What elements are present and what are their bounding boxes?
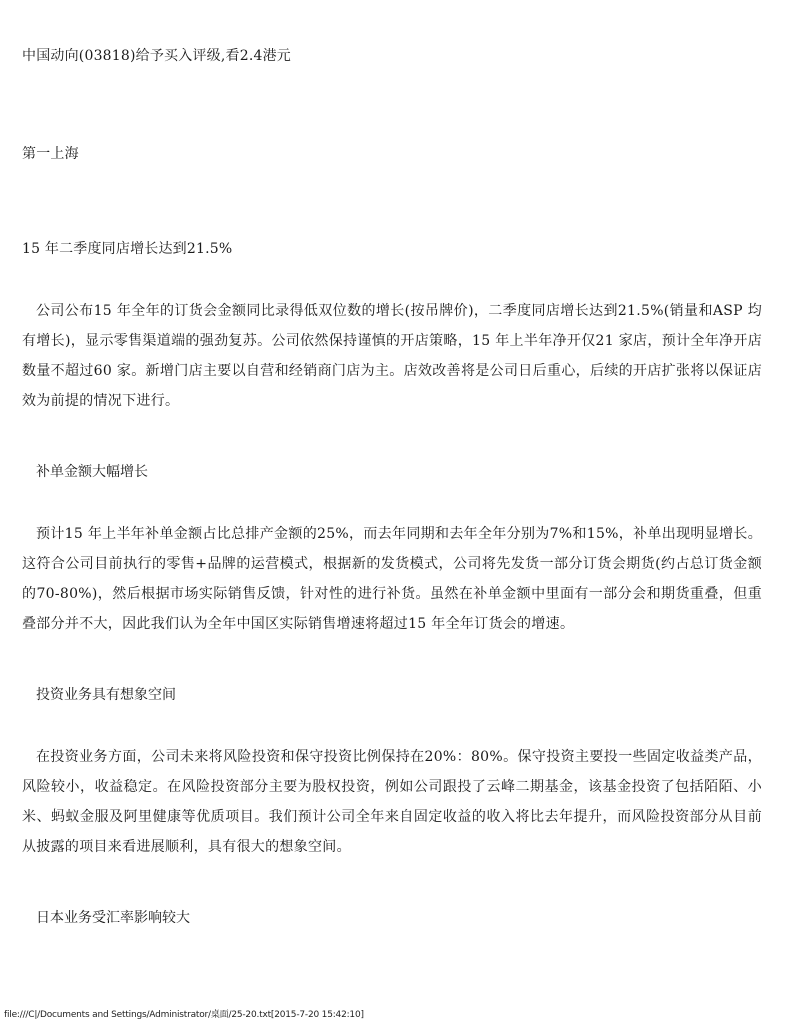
paragraph-investment: 在投资业务方面，公司未来将风险投资和保守投资比例保持在20%：80%。保守投资主要投一些固定收益类产品，风险较小，收益稳定。在风险投资部分主要为股权投资，例如公司跟投了云峰二期基金，该基金投资了包括陌陌、小米、蚂蚁金服及阿里健康等优质项目。我们预计公司全年来自固定收益的收入将比去年提升，而风险投资部分从目前从披露的项目来看进展顺利，具有很大的想象空间。 — [22, 749, 762, 855]
subhead-japan-business: 日本业务受汇率影响较大 — [36, 910, 190, 926]
subhead-replenishment: 补单金额大幅增长 — [36, 464, 148, 480]
file-path-footer: file:///C|/Documents and Settings/Administrator/桌面/25-20.txt[2015-7-20 15:42:10] — [4, 1010, 364, 1020]
section-title: 15 年二季度同店增长达到21.5% — [22, 241, 233, 257]
source-label: 第一上海 — [22, 146, 79, 162]
paragraph-replenishment: 预计15 年上半年补单金额占比总排产金额的25%，而去年同期和去年全年分别为7%和15%，补单出现明显增长。这符合公司目前执行的零售+品牌的运营模式，根据新的发货模式，公司将先发货一部分订货会期货(约占总订货金额的70-80%)，然后根据市场实际销售反馈，针对性的进行补货。虽然在补单金额中里面有一部分会和期货重叠，但重叠部分并不大，因此我们认为全年中国区实际销售增速将超过15 年全年订货会的增速。 — [22, 526, 762, 632]
headline: 中国动向(03818)给予买入评级,看2.4港元 — [22, 48, 291, 64]
subhead-investment: 投资业务具有想象空间 — [36, 687, 176, 703]
paragraph-same-store-growth: 公司公布15 年全年的订货会金额同比录得低双位数的增长(按吊牌价)，二季度同店增长达到21.5%(销量和ASP 均有增长)，显示零售渠道端的强劲复苏。公司依然保持谨慎的开店策略，15 年上半年净开仅21 家店，预计全年净开店数量不超过60 家。新增门店主要以自营和经销商门店为主。店效改善将是公司日后重心，后续的开店扩张将以保证店效为前提的情况下进行。 — [22, 303, 762, 409]
